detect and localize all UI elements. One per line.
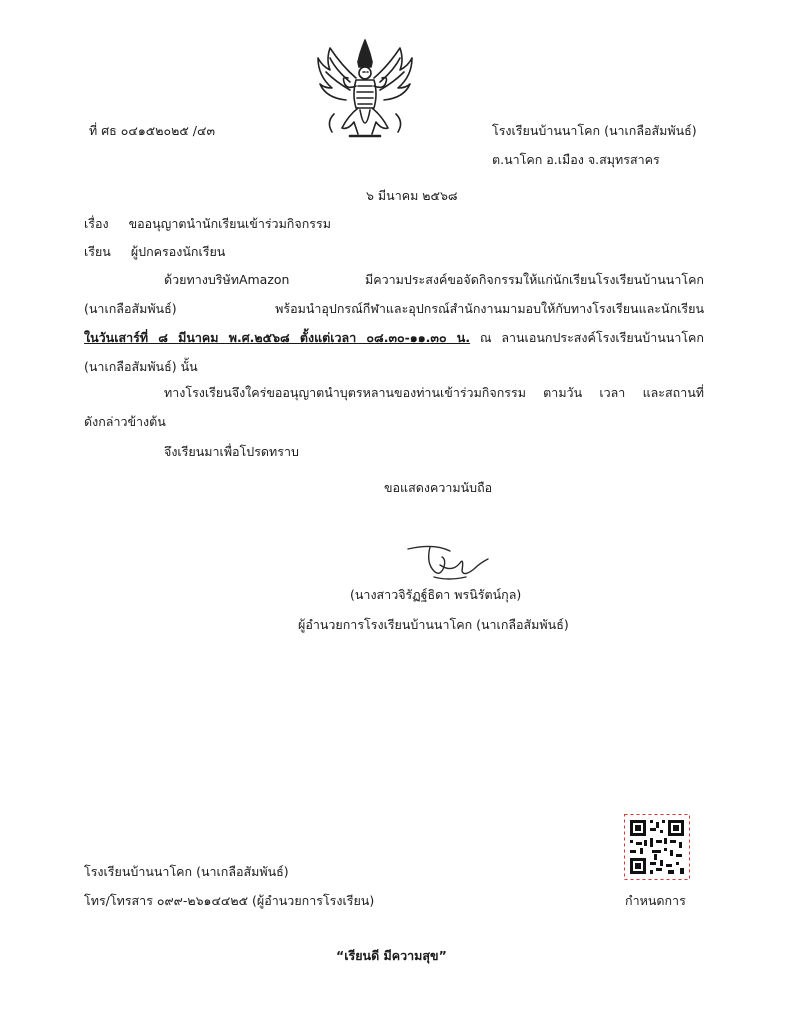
- school-motto: “เรียนดี มีความสุข”: [336, 948, 447, 963]
- body-paragraph-3: จึงเรียนมาเพื่อโปรดทราบ: [164, 444, 299, 459]
- body-paragraph-2: [84, 378, 704, 436]
- garuda-emblem-icon: [312, 36, 418, 144]
- letter-date: ๖ มีนาคม ๒๕๖๘: [366, 188, 458, 203]
- signature-icon: [404, 537, 494, 583]
- footer-phone: โทร/โทรสาร ๐๙๙-๒๖๑๔๔๒๕ (ผู้อำนวยการโรงเรียน): [84, 893, 375, 908]
- closing: ขอแสดงความนับถือ: [384, 480, 493, 495]
- paragraph-line: ทางโรงเรียนจึงใคร่ขออนุญาตนำบุตรหลานของท่านเข้าร่วมกิจกรรม ตามวัน เวลา และสถานที่: [164, 385, 704, 400]
- recipient-text: ผู้ปกครองนักเรียน: [130, 244, 226, 259]
- subject-text: ขออนุญาตนำนักเรียนเข้าร่วมกิจกรรม: [128, 216, 331, 231]
- qr-caption: กำหนดการ: [625, 893, 686, 908]
- signer-name: (นางสาวจิรัฏฐ์ธิดา พรนิรัตน์กุล): [350, 587, 522, 602]
- event-date-time: ในวันเสาร์ที่ ๘ มีนาคม พ.ศ.๒๕๖๘ ตั้งแต่เวลา ๐๘.๓๐-๑๑.๓๐ น.: [84, 330, 471, 345]
- event-location: ณ ลานเอนกประสงค์โรงเรียนบ้านนาโคก: [470, 330, 704, 345]
- paragraph-line: (นาเกลือสัมพันธ์) พร้อมนำอุปกรณ์กีฬาและอุปกรณ์สำนักงานมามอบให้กับทางโรงเรียนและนักเรียน: [84, 301, 704, 316]
- reference-number: ที่ ศธ ๐๔๑๕๒๐๒๕ /๔๓: [89, 123, 215, 138]
- body-paragraph-1: [84, 265, 704, 381]
- subject-line: [84, 214, 331, 234]
- school-name: โรงเรียนบ้านนาโคก (นาเกลือสัมพันธ์): [492, 123, 697, 138]
- paragraph-line: ด้วยทางบริษัทAmazon มีความประสงค์ขอจัดกิจกรรมให้แก่นักเรียนโรงเรียนบ้านนาโคก: [164, 272, 704, 287]
- paragraph-line: (นาเกลือสัมพันธ์) นั้น: [84, 359, 198, 374]
- recipient-label: เรียน: [84, 244, 111, 259]
- paragraph-line: ดังกล่าวข้างต้น: [84, 414, 166, 429]
- school-address: ต.นาโคก อ.เมือง จ.สมุทรสาคร: [492, 152, 660, 167]
- signer-title: ผู้อำนวยการโรงเรียนบ้านนาโคก (นาเกลือสัมพันธ์): [298, 617, 569, 632]
- paragraph-line: [84, 323, 704, 352]
- recipient-line: [84, 242, 225, 262]
- qr-code-icon: [624, 814, 690, 880]
- footer-school: โรงเรียนบ้านนาโคก (นาเกลือสัมพันธ์): [84, 864, 289, 879]
- subject-label: เรื่อง: [84, 216, 109, 231]
